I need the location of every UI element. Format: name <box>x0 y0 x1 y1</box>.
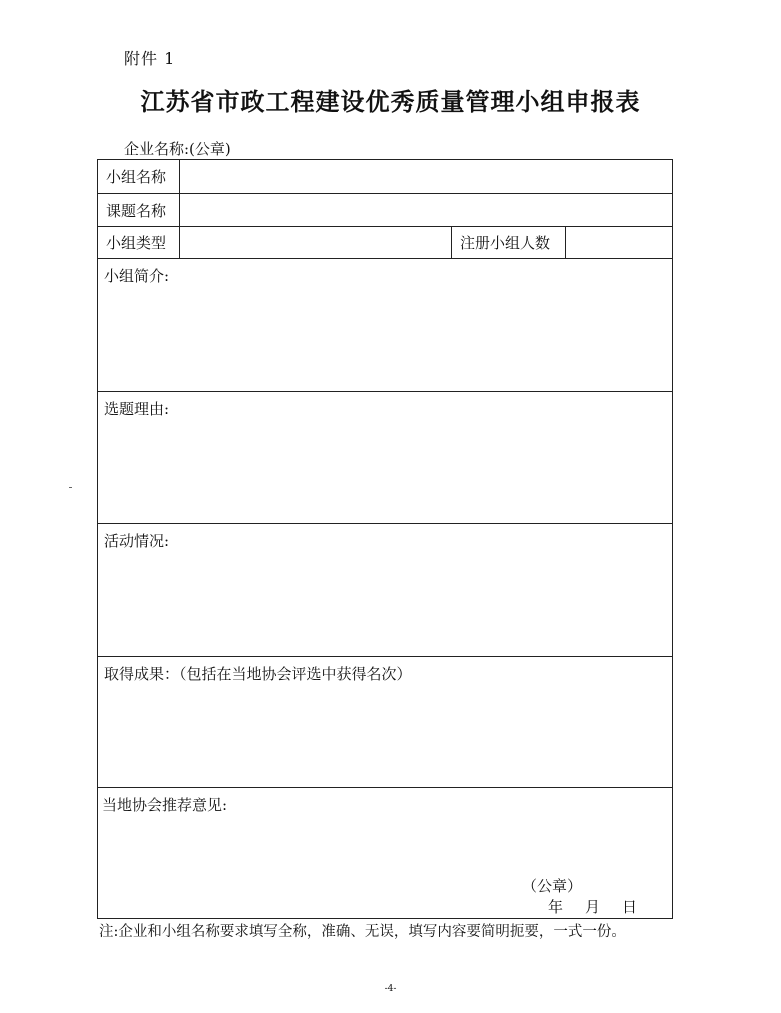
company-name-label: 企业名称:(公章) <box>124 140 231 158</box>
row-topic-name <box>98 194 672 227</box>
group-type-label: 小组类型 <box>98 227 180 258</box>
row-intro[interactable] <box>98 259 672 392</box>
activity-label: 活动情况: <box>104 532 170 550</box>
reason-label: 选题理由: <box>104 400 170 418</box>
group-name-label: 小组名称 <box>98 160 180 193</box>
row-activity[interactable] <box>98 524 672 657</box>
member-count-field[interactable] <box>566 227 672 258</box>
group-name-field[interactable] <box>180 160 672 193</box>
intro-label: 小组简介: <box>104 267 170 285</box>
date-line <box>548 896 659 917</box>
recommendation-label: 当地协会推荐意见: <box>102 796 228 814</box>
attachment-label: 附件 1 <box>124 49 176 68</box>
topic-name-field[interactable] <box>180 194 672 226</box>
page-number: -4- <box>384 984 397 994</box>
form-title: 江苏省市政工程建设优秀质量管理小组申报表 <box>140 87 641 116</box>
application-form <box>97 159 673 919</box>
topic-name-label: 课题名称 <box>98 194 180 226</box>
row-achievement[interactable] <box>98 657 672 788</box>
row-group-name <box>98 160 672 194</box>
member-count-label: 注册小组人数 <box>452 227 566 258</box>
date-day: 日 <box>622 898 638 916</box>
row-group-type <box>98 227 672 259</box>
seal-label: （公章） <box>522 877 583 895</box>
footer-note: 注:企业和小组名称要求填写全称，准确、无误，填写内容要简明扼要，一式一份。 <box>99 924 626 940</box>
achievement-label: 取得成果：（包括在当地协会评选中获得名次） <box>104 665 412 683</box>
date-year: 年 <box>548 898 564 916</box>
scan-speck <box>69 487 72 488</box>
date-month: 月 <box>585 898 601 916</box>
row-reason[interactable] <box>98 392 672 524</box>
group-type-field[interactable] <box>180 227 452 258</box>
